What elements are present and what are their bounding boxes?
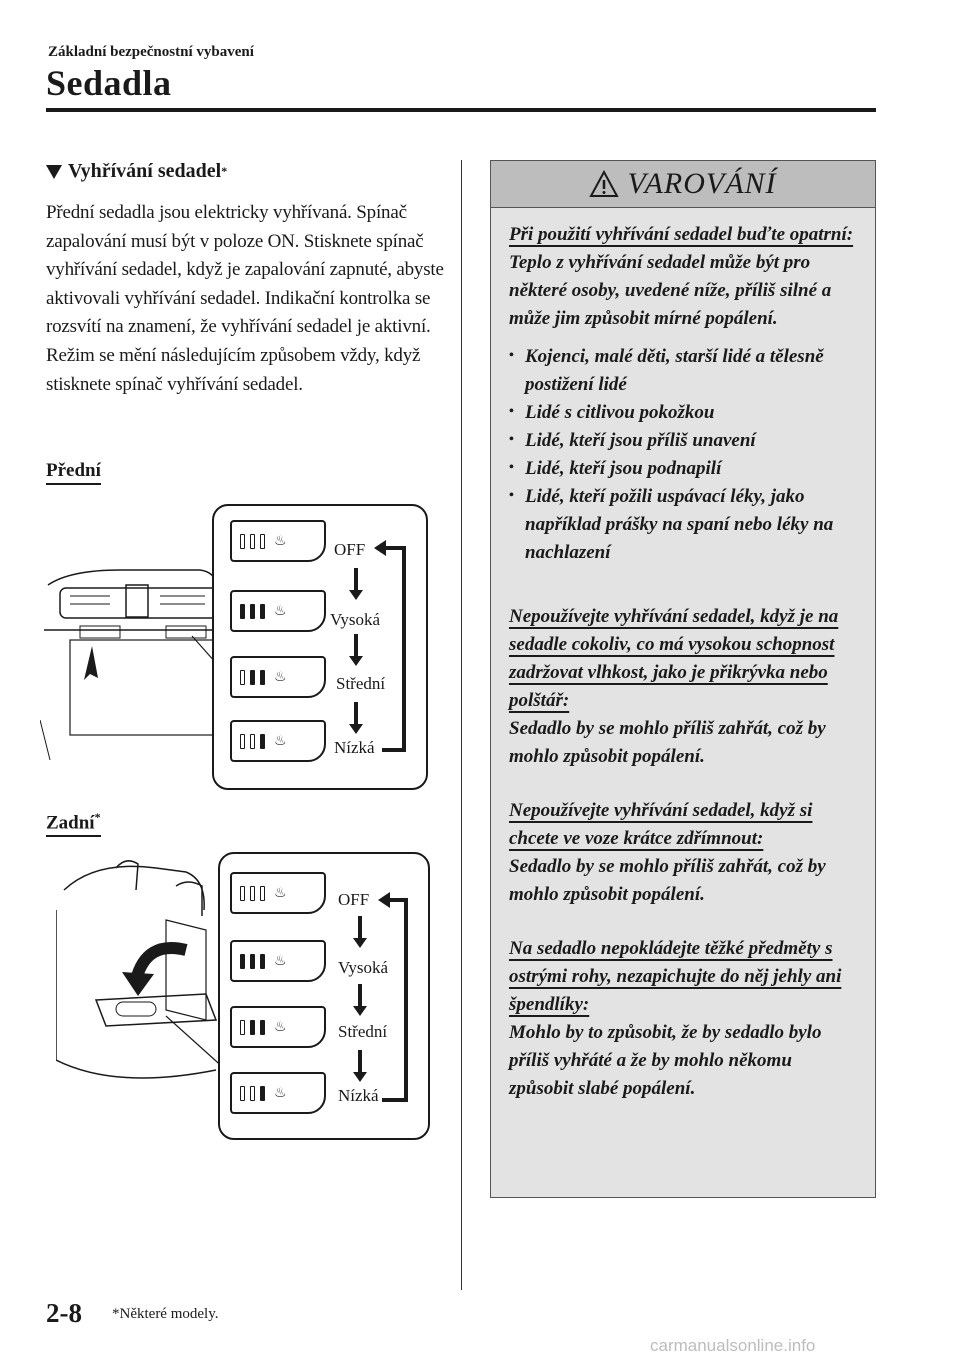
switch-off-state bbox=[230, 520, 326, 562]
switch-high-state bbox=[230, 940, 326, 982]
down-arrow-icon bbox=[358, 1050, 362, 1074]
loop-arrow-icon bbox=[374, 540, 386, 556]
level-label-off: OFF bbox=[338, 890, 370, 909]
indicator-on bbox=[240, 604, 245, 619]
indicator-off bbox=[250, 534, 255, 549]
loop-arrow-icon bbox=[378, 892, 390, 908]
down-arrow-icon bbox=[354, 634, 358, 658]
level-label-low: Nízká bbox=[338, 1086, 379, 1105]
seat-heat-icon: ♨ bbox=[274, 1019, 287, 1035]
section-heading bbox=[46, 160, 446, 183]
indicator-off bbox=[250, 734, 255, 749]
warning-title: VAROVÁNÍ bbox=[627, 167, 777, 200]
switch-low-state bbox=[230, 720, 326, 762]
switch-mid-state bbox=[230, 656, 326, 698]
triangle-bullet-icon bbox=[46, 165, 62, 179]
page-title: Sedadla bbox=[46, 63, 172, 103]
cycle-loop-line bbox=[402, 546, 406, 752]
warning-subhead: Nepoužívejte vyhřívání sedadel, když si chcete ve voze krátce zdřímnout: bbox=[509, 800, 813, 849]
warning-text: Mohlo by to způsobit, že by sedadlo bylo příliš vyhřáté a že by mohlo někomu způsobit slabé popálení. bbox=[509, 1022, 822, 1099]
footnote: *Některé modely. bbox=[112, 1306, 219, 1322]
indicator-off bbox=[240, 734, 245, 749]
switch-panel bbox=[218, 852, 430, 1140]
seat-heat-icon: ♨ bbox=[274, 733, 287, 749]
switch-low-state bbox=[230, 1072, 326, 1114]
warning-bullet-list bbox=[509, 343, 859, 567]
down-arrow-icon bbox=[354, 702, 358, 726]
level-label-off: OFF bbox=[334, 540, 366, 559]
seat-heat-icon: ♨ bbox=[274, 669, 287, 685]
warning-subhead: Při použití vyhřívání sedadel buďte opatrní: bbox=[509, 224, 854, 245]
cycle-loop-line bbox=[382, 748, 406, 752]
level-label-high: Vysoká bbox=[338, 958, 389, 977]
switch-mid-state bbox=[230, 1006, 326, 1048]
switch-off-state bbox=[230, 872, 326, 914]
seat-heat-icon: ♨ bbox=[274, 603, 287, 619]
level-label-mid: Střední bbox=[338, 1022, 388, 1041]
watermark: carmanualsonline.info bbox=[650, 1336, 816, 1355]
list-item: • Lidé, kteří jsou podnapilí bbox=[509, 455, 859, 483]
indicator-on bbox=[260, 734, 265, 749]
down-arrow-icon bbox=[358, 984, 362, 1008]
level-label-mid: Střední bbox=[336, 674, 386, 693]
level-label-high: Vysoká bbox=[330, 610, 381, 629]
front-seat-heater-figure bbox=[40, 500, 430, 790]
warning-triangle-icon bbox=[589, 170, 619, 198]
warning-header bbox=[491, 161, 875, 208]
indicator-off bbox=[240, 534, 245, 549]
indicator-off bbox=[240, 670, 245, 685]
page-number: 2-8 bbox=[46, 1298, 82, 1328]
indicator-on bbox=[260, 604, 265, 619]
warning-text: Sedadlo by se mohlo příliš zahřát, což by mohlo způsobit popálení. bbox=[509, 718, 826, 767]
indicator-on bbox=[250, 604, 255, 619]
front-label: Přední bbox=[46, 460, 101, 485]
rear-seat-illustration bbox=[56, 850, 236, 1090]
seat-heat-icon: ♨ bbox=[274, 885, 287, 901]
list-item: • Lidé, kteří jsou příliš unavení bbox=[509, 427, 859, 455]
warning-subhead: Nepoužívejte vyhřívání sedadel, když je na sedadle cokoliv, co má vysokou schopnost zadržovat vlhkost, jako je přikrývka nebo polštář: bbox=[509, 606, 839, 711]
level-label-low: Nízká bbox=[334, 738, 375, 757]
section-label: Základní bezpečnostní vybavení bbox=[48, 44, 254, 60]
rear-label: Zadní* bbox=[46, 810, 101, 837]
switch-high-state bbox=[230, 590, 326, 632]
warning-body bbox=[509, 221, 859, 1103]
list-item: • Kojenci, malé děti, starší lidé a tělesně postižení lidé bbox=[509, 343, 859, 399]
header-rule bbox=[46, 108, 876, 112]
seat-heat-icon: ♨ bbox=[274, 1085, 287, 1101]
seat-heat-icon: ♨ bbox=[274, 953, 287, 969]
warning-subhead: Na sedadlo nepokládejte těžké předměty s ostrými rohy, nezapichujte do něj jehly ani špendlíky: bbox=[509, 938, 842, 1015]
list-item: • Lidé s citlivou pokožkou bbox=[509, 399, 859, 427]
warning-text: Teplo z vyhřívání sedadel může být pro některé osoby, uvedené níže, příliš silné a může jim způsobit mírné popálení. bbox=[509, 252, 832, 329]
column-divider bbox=[461, 160, 462, 1290]
heading-text: Vyhřívání sedadel bbox=[68, 160, 222, 182]
cycle-loop-line bbox=[386, 546, 406, 550]
left-column bbox=[46, 160, 446, 399]
indicator-on bbox=[260, 670, 265, 685]
down-arrow-icon bbox=[358, 916, 362, 940]
dashboard-illustration bbox=[40, 540, 240, 760]
rear-seat-heater-figure bbox=[56, 850, 428, 1140]
warning-text: Sedadlo by se mohlo příliš zahřát, což by mohlo způsobit popálení. bbox=[509, 856, 826, 905]
indicator-on bbox=[250, 670, 255, 685]
warning-box bbox=[490, 160, 876, 1198]
model-mark: * bbox=[221, 164, 228, 178]
list-item: • Lidé, kteří požili uspávací léky, jako například prášky na spaní nebo léky na nachlazení bbox=[509, 483, 859, 567]
seat-heat-icon: ♨ bbox=[274, 533, 287, 549]
indicator-off bbox=[260, 534, 265, 549]
intro-paragraph: Přední sedadla jsou elektricky vyhřívaná. Spínač zapalování musí být v poloze ON. Stisknete spínač vyhřívání sedadel, když je zapalování zapnuté, abyste aktivovali vyhřívání sedadel. Indikační kontrolka se rozsvítí na znamení, že vyhřívání sedadel je aktivní. Režim se mění následujícím způsobem vždy, když stisknete spínač vyhřívání sedadel. bbox=[46, 202, 444, 395]
switch-panel bbox=[212, 504, 428, 790]
down-arrow-icon bbox=[354, 568, 358, 592]
